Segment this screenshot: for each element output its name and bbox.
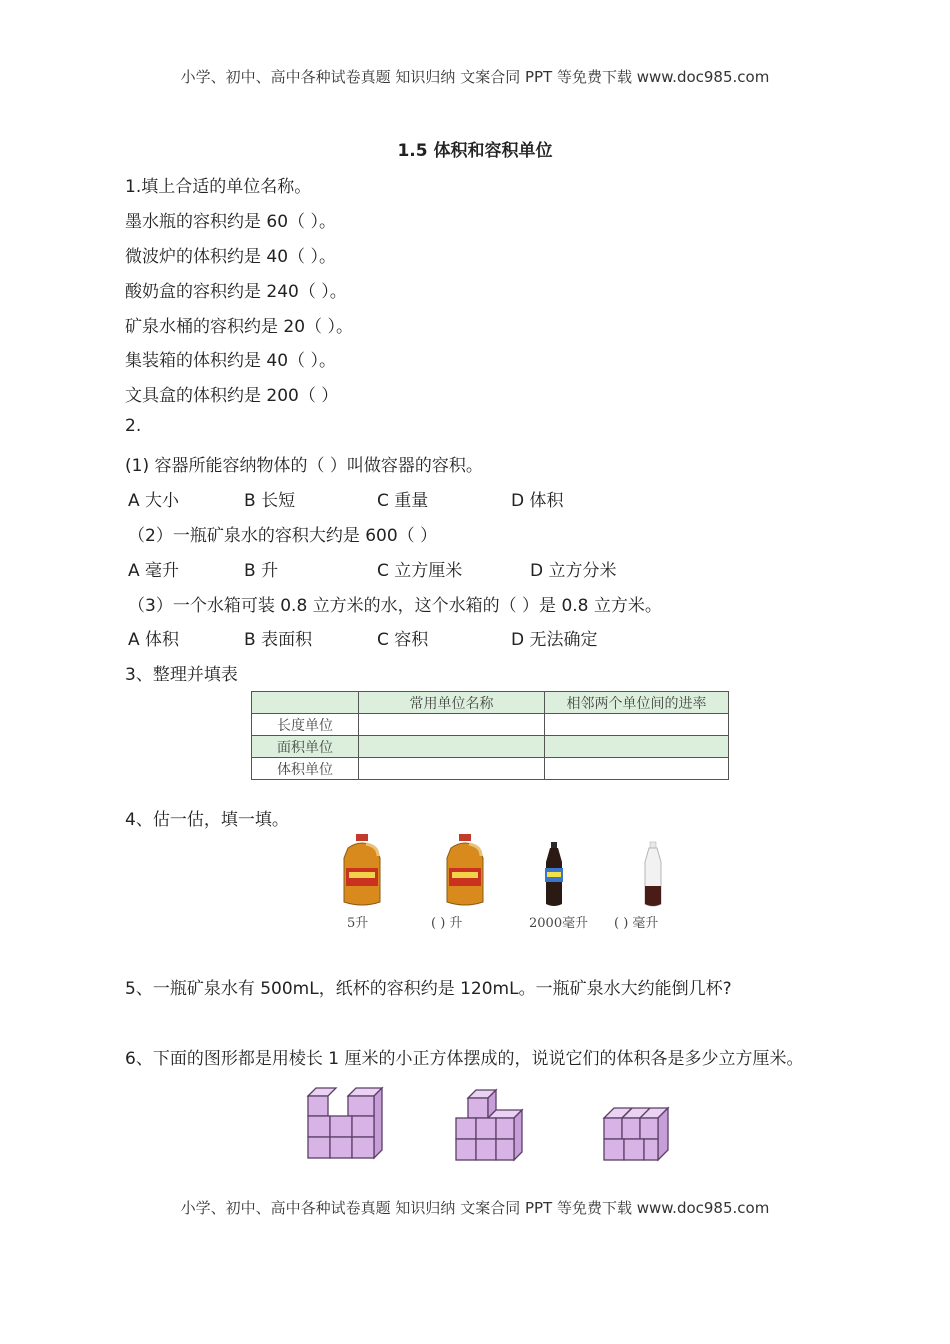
table-header-cell: 常用单位名称	[359, 692, 545, 714]
q2-heading: 2.	[125, 416, 142, 436]
q2-1-option-c: C 重量	[377, 491, 429, 511]
q2-2-option-c: C 立方厘米	[377, 561, 463, 581]
cube-figure-3	[600, 1104, 676, 1166]
table-cell[interactable]	[545, 758, 729, 780]
q2-1-option-a: A 大小	[128, 491, 180, 511]
q1-item: 集装箱的体积约是 40（ ）。	[125, 351, 336, 371]
q1-item: 墨水瓶的容积约是 60（ ）。	[125, 212, 336, 232]
q1-item: 微波炉的体积约是 40（ ）。	[125, 247, 336, 267]
cube-figure-2	[452, 1088, 528, 1166]
cola-bottle-image	[542, 842, 566, 908]
q2-stem-2: （2）一瓶矿泉水的容积大约是 600（ ）	[128, 526, 438, 546]
q2-3-option-b: B 表面积	[244, 630, 313, 650]
table-row	[252, 758, 729, 780]
q2-2-option-a: A 毫升	[128, 561, 180, 581]
q4-heading: 4、估一估，填一填。	[125, 810, 289, 830]
oil-bottle-image	[443, 834, 487, 908]
row-label: 长度单位	[252, 714, 359, 736]
table-cell[interactable]	[545, 714, 729, 736]
table-cell[interactable]	[359, 758, 545, 780]
cube-figure-1	[302, 1088, 388, 1164]
q2-3-option-d: D 无法确定	[511, 630, 598, 650]
bottle-caption: 2000毫升	[529, 916, 589, 931]
q2-3-option-a: A 体积	[128, 630, 180, 650]
table-cell[interactable]	[359, 714, 545, 736]
table-header-row	[252, 692, 729, 714]
q3-heading: 3、整理并填表	[125, 665, 238, 685]
page-title: 1.5 体积和容积单位	[397, 141, 553, 161]
empty-bottle-image	[641, 842, 665, 908]
table-cell[interactable]	[545, 736, 729, 758]
q2-3-option-c: C 容积	[377, 630, 429, 650]
page-header: 小学、初中、高中各种试卷真题 知识归纳 文案合同 PPT 等免费下载 www.doc985.com	[180, 68, 770, 86]
q1-heading: 1.填上合适的单位名称。	[125, 177, 312, 197]
table-cell[interactable]	[359, 736, 545, 758]
q2-stem-3: （3）一个水箱可装 0.8 立方米的水，这个水箱的（ ）是 0.8 立方米。	[128, 596, 662, 616]
q1-item: 矿泉水桶的容积约是 20（ ）。	[125, 317, 353, 337]
page-footer: 小学、初中、高中各种试卷真题 知识归纳 文案合同 PPT 等免费下载 www.doc985.com	[180, 1199, 770, 1217]
table-header-cell: 相邻两个单位间的进率	[545, 692, 729, 714]
q5-text: 5、一瓶矿泉水有 500mL，纸杯的容积约是 120mL。一瓶矿泉水大约能倒几杯?	[125, 979, 732, 999]
bottle-caption: ( ) 毫升	[614, 916, 659, 931]
units-table	[251, 691, 729, 780]
q2-stem-1: (1) 容器所能容纳物体的（ ）叫做容器的容积。	[125, 456, 483, 476]
q2-1-option-b: B 长短	[244, 491, 296, 511]
q1-item: 酸奶盒的容积约是 240（ ）。	[125, 282, 347, 302]
table-header-cell	[252, 692, 359, 714]
q2-1-option-d: D 体积	[511, 491, 564, 511]
oil-bottle-image	[340, 834, 384, 908]
row-label: 面积单位	[252, 736, 359, 758]
q2-2-option-b: B 升	[244, 561, 279, 581]
q6-text: 6、下面的图形都是用棱长 1 厘米的小正方体摆成的，说说它们的体积各是多少立方厘米。	[125, 1049, 804, 1069]
q2-2-option-d: D 立方分米	[530, 561, 617, 581]
table-row	[252, 736, 729, 758]
bottle-caption: 5升	[347, 916, 369, 931]
bottle-caption: ( ) 升	[431, 916, 463, 931]
table-row	[252, 714, 729, 736]
row-label: 体积单位	[252, 758, 359, 780]
q1-item: 文具盒的体积约是 200（ ）	[125, 386, 339, 406]
